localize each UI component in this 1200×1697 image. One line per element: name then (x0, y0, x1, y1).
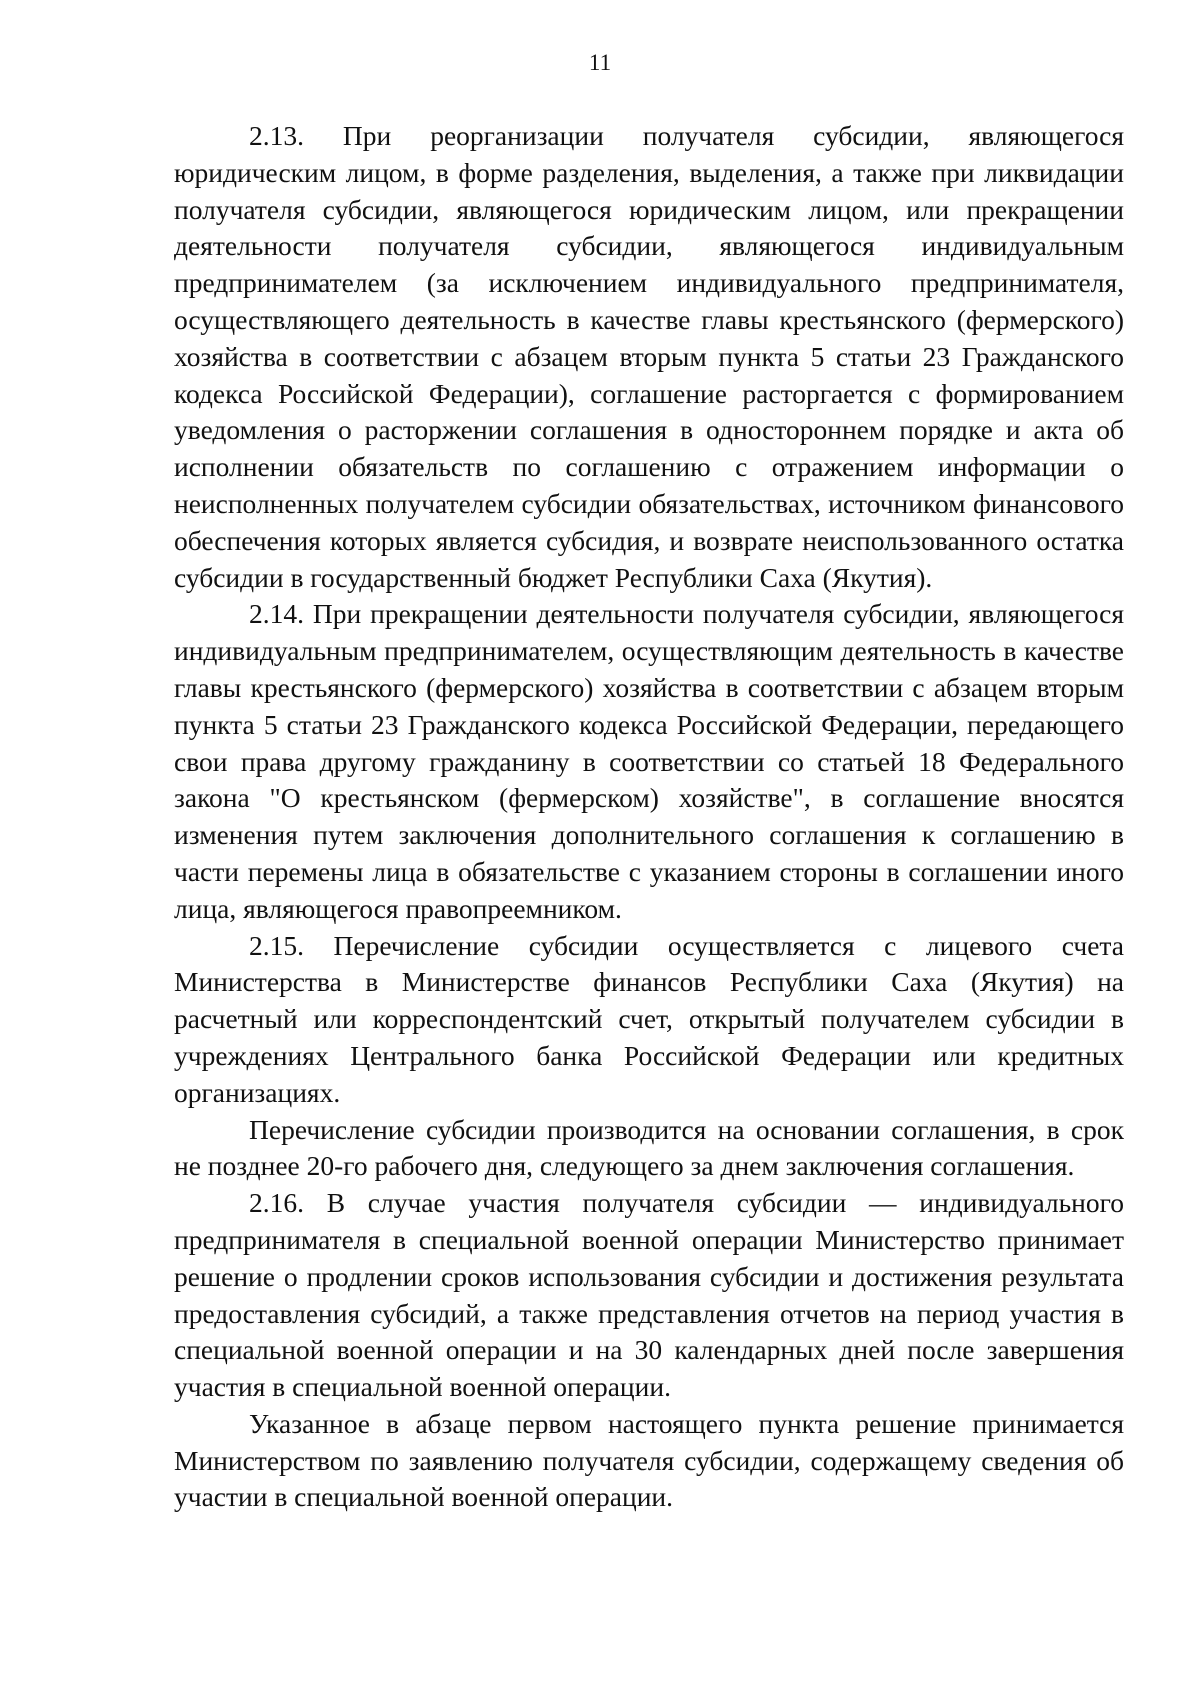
document-body (174, 118, 1124, 1516)
paragraph-2-16-decision: Указанное в абзаце первом настоящего пункта решение принимается Министерством по заявлению получателя субсидии, содержащему сведения об участии в специальной военной операции. (174, 1407, 1124, 1513)
paragraph-2-16: 2.16. В случае участия получателя субсидии — индивидуального предпринимателя в специальной военной операции Министерство принимает решение о продлении сроков использования субсидии и достижения результата предоставления субсидий, а также представления отчетов на период участия в специальной военной операции и на 30 календарных дней после завершения участия в специальной военной операции. (174, 1187, 1124, 1403)
page-number: 11 (588, 50, 612, 75)
paragraph-2-13: 2.13. При реорганизации получателя субсидии, являющегося юридическим лицом, в форме разделения, выделения, а также при ликвидации получателя субсидии, являющегося юридическим лицом, или прекращении деятельности получателя субсидии, являющегося индивидуальным предпринимателем (за исключением индивидуального предпринимателя, осуществляющего деятельность в качестве главы крестьянского (фермерского) хозяйства в соответствии с абзацем вторым пункта 5 статьи 23 Гражданского кодекса Российской Федерации), соглашение расторгается с формированием уведомления о расторжении соглашения в одностороннем порядке и акта об исполнении обязательств по соглашению с отражением информации о неисполненных получателем субсидии обязательствах, источником финансового обеспечения которых является субсидия, и возврате неиспользованного остатка субсидии в государственный бюджет Республики Саха (Якутия). (174, 120, 1124, 593)
paragraph-2-15: 2.15. Перечисление субсидии осуществляется с лицевого счета Министерства в Министерстве финансов Республики Саха (Якутия) на расчетный или корреспондентский счет, открытый получателем субсидии в учреждениях Центрального банка Российской Федерации или кредитных организациях. (174, 929, 1124, 1108)
paragraph-2-14: 2.14. При прекращении деятельности получателя субсидии, являющегося индивидуальным предпринимателем, осуществляющим деятельность в качестве главы крестьянского (фермерского) хозяйства в соответствии с абзацем вторым пункта 5 статьи 23 Гражданского кодекса Российской Федерации, передающего свои права другому гражданину в соответствии со статьей 18 Федерального закона "О крестьянском (фермерском) хозяйстве", в соглашение вносятся изменения путем заключения дополнительного соглашения к соглашению в части перемены лица в обязательстве с указанием стороны в соглашении иного лица, являющегося правопреемником. (174, 598, 1124, 924)
paragraph-2-15-transfer-terms: Перечисление субсидии производится на основании соглашения, в срок не позднее 20-го рабочего дня, следующего за днем заключения соглашения. (174, 1113, 1124, 1182)
